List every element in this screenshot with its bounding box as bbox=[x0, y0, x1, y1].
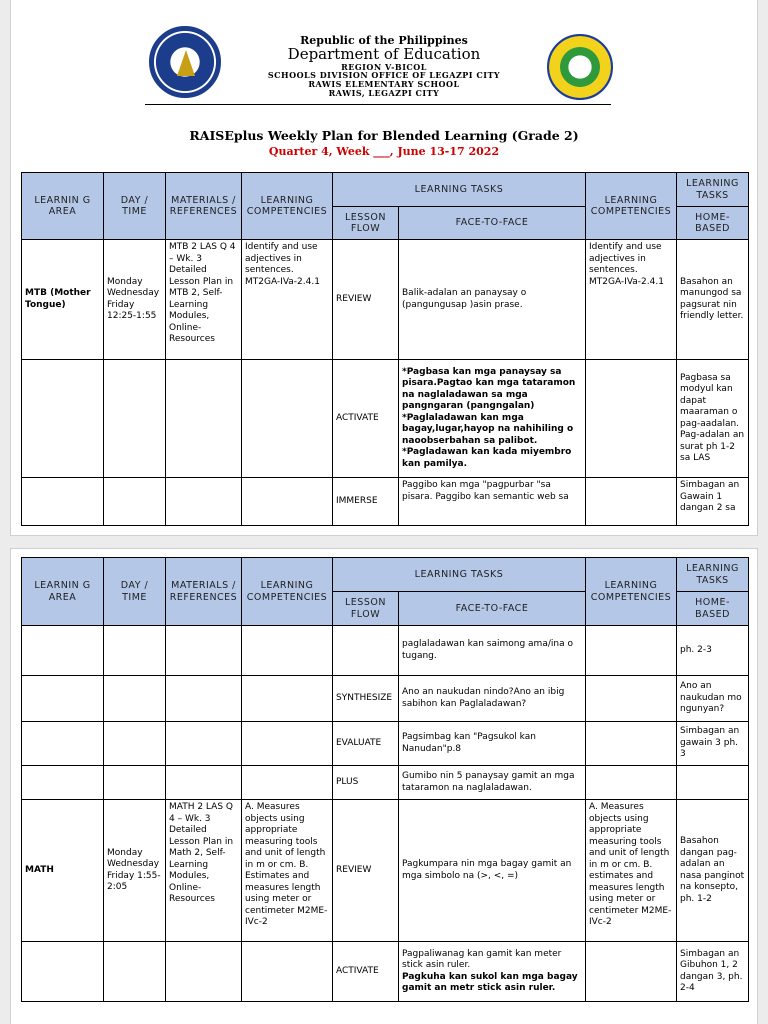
home-based-cell: Basahon dangan pag-adalan an nasa panginot na konsepto, ph. 1-2 bbox=[677, 800, 749, 942]
table-row bbox=[22, 800, 749, 942]
day-time-cell bbox=[104, 722, 166, 766]
day-time-cell: Monday Wednesday Friday 12:25-1:55 bbox=[104, 240, 166, 360]
header-materials: MATERIALS / REFERENCES bbox=[166, 558, 242, 626]
republic-text: Republic of the Philippines bbox=[300, 34, 468, 47]
lesson-flow-cell bbox=[333, 626, 399, 676]
materials-cell bbox=[166, 478, 242, 526]
table-row bbox=[22, 360, 749, 478]
learning-area-cell bbox=[22, 626, 104, 676]
header-competencies: LEARNING COMPETENCIES bbox=[242, 173, 333, 240]
lesson-flow-cell: EVALUATE bbox=[333, 722, 399, 766]
materials-cell bbox=[166, 360, 242, 478]
header-learning-tasks: LEARNING TASKS bbox=[333, 558, 586, 592]
face-to-face-cell: *Pagbasa kan mga panaysay sa pisara.Pagtao kan mga tataramon na naglaladawan sa mga pangngaran (pangngalan) *Paglaladawan kan mga bagay,lugar,hayop na nahihiling o naoobserbahan sa palibot. *Pagladawan kan kada miyembro kan pamilya. bbox=[399, 360, 586, 478]
document-page-2 bbox=[10, 548, 758, 1024]
home-based-cell: Simbagan an Gibuhon 1, 2 dangan 3, ph. 2-4 bbox=[677, 942, 749, 1002]
day-time-cell bbox=[104, 626, 166, 676]
plan-title: RAISEplus Weekly Plan for Blended Learning (Grade 2) bbox=[189, 128, 579, 143]
header-learning-area: LEARNIN G AREA bbox=[22, 173, 104, 240]
materials-cell bbox=[166, 722, 242, 766]
header-learning-area: LEARNIN G AREA bbox=[22, 558, 104, 626]
lesson-flow-cell: PLUS bbox=[333, 766, 399, 800]
weekly-plan-table-1 bbox=[21, 172, 749, 526]
table-row bbox=[22, 766, 749, 800]
face-to-face-cell: Gumibo nin 5 panaysay gamit an mga tataramon na naglaladawan. bbox=[399, 766, 586, 800]
lesson-flow-cell: REVIEW bbox=[333, 800, 399, 942]
home-based-cell: Basahon an manungod sa pagsurat nin friendly letter. bbox=[677, 240, 749, 360]
region-text: REGION V-BICOL bbox=[341, 62, 427, 72]
competency-cell bbox=[242, 722, 333, 766]
header-home-based: HOME-BASED bbox=[677, 592, 749, 626]
header-home-based: HOME-BASED bbox=[677, 207, 749, 240]
materials-cell: MATH 2 LAS Q 4 – Wk. 3 Detailed Lesson Plan in Math 2, Self-Learning Modules, Online-Resources bbox=[166, 800, 242, 942]
competency-cell bbox=[242, 360, 333, 478]
day-time-cell bbox=[104, 676, 166, 722]
day-time-cell bbox=[104, 766, 166, 800]
header-divider bbox=[145, 104, 611, 105]
face-to-face-text: Pagpaliwanag kan gamit kan meter stick asin ruler. bbox=[402, 948, 562, 970]
day-time-cell bbox=[104, 942, 166, 1002]
lesson-flow-cell: SYNTHESIZE bbox=[333, 676, 399, 722]
competency-cell bbox=[242, 478, 333, 526]
learning-area-cell bbox=[22, 722, 104, 766]
lesson-flow-cell: IMMERSE bbox=[333, 478, 399, 526]
table-row bbox=[22, 626, 749, 676]
lesson-flow-cell: ACTIVATE bbox=[333, 942, 399, 1002]
header-competencies-2: LEARNING COMPETENCIES bbox=[586, 173, 677, 240]
home-based-cell: ph. 2-3 bbox=[677, 626, 749, 676]
document-page-1 bbox=[10, 0, 758, 536]
competency-cell: A. Measures objects using appropriate measuring tools and unit of length in m or cm. B. Estimates and measures length using meter or centimeter M2ME-IVc-2 bbox=[242, 800, 333, 942]
quarter-text: Quarter 4, Week ___, June 13-17 2022 bbox=[268, 145, 500, 158]
competency-2-cell bbox=[586, 766, 677, 800]
face-to-face-cell: Pagsimbag kan "Pagsukol kan Nanudan"p.8 bbox=[399, 722, 586, 766]
home-based-cell: Pagbasa sa modyul kan dapat maaraman o pag-aadalan. Pag-adalan an surat ph 1-2 sa LAS bbox=[677, 360, 749, 478]
lesson-flow-cell: REVIEW bbox=[333, 240, 399, 360]
competency-2-cell bbox=[586, 478, 677, 526]
header-competencies-2: LEARNING COMPETENCIES bbox=[586, 558, 677, 626]
learning-area-cell bbox=[22, 942, 104, 1002]
header-materials: MATERIALS / REFERENCES bbox=[166, 173, 242, 240]
competency-2-cell bbox=[586, 722, 677, 766]
table-row bbox=[22, 942, 749, 1002]
day-time-cell bbox=[104, 478, 166, 526]
table-row bbox=[22, 478, 749, 526]
competency-cell bbox=[242, 676, 333, 722]
face-to-face-cell: Paggibo kan mga "pagpurbar "sa pisara. Paggibo kan semantic web sa bbox=[399, 478, 586, 526]
header-lesson-flow: LESSON FLOW bbox=[333, 592, 399, 626]
school-text: RAWIS ELEMENTARY SCHOOL bbox=[308, 79, 460, 89]
table-row bbox=[22, 676, 749, 722]
competency-cell bbox=[242, 766, 333, 800]
header-learning-tasks: LEARNING TASKS bbox=[333, 173, 586, 207]
home-based-cell: Simbagan an Gawain 1 dangan 2 sa bbox=[677, 478, 749, 526]
competency-2-cell: A. Measures objects using appropriate measuring tools and unit of length in m or cm. B. estimates and measures length using meter or centimeter M2ME-IVc-2 bbox=[586, 800, 677, 942]
day-time-cell: Monday Wednesday Friday 1:55-2:05 bbox=[104, 800, 166, 942]
competency-cell: Identify and use adjectives in sentences. MT2GA-IVa-2.4.1 bbox=[242, 240, 333, 360]
header-lesson-flow: LESSON FLOW bbox=[333, 207, 399, 240]
address-text: RAWIS, LEGAZPI CITY bbox=[328, 88, 440, 98]
lesson-flow-cell: ACTIVATE bbox=[333, 360, 399, 478]
home-based-cell: Ano an naukudan mo ngunyan? bbox=[677, 676, 749, 722]
competency-2-cell bbox=[586, 626, 677, 676]
learning-area-cell bbox=[22, 360, 104, 478]
competency-cell bbox=[242, 626, 333, 676]
competency-cell bbox=[242, 942, 333, 1002]
face-to-face-bold-text: Pagkuha kan sukol kan mga bagay gamit an metr stick asin ruler. bbox=[402, 971, 578, 993]
division-text: SCHOOLS DIVISION OFFICE OF LEGAZPI CITY bbox=[267, 70, 501, 80]
competency-2-cell bbox=[586, 360, 677, 478]
competency-2-cell: Identify and use adjectives in sentences. MT2GA-IVa-2.4.1 bbox=[586, 240, 677, 360]
header-face-to-face: FACE-TO-FACE bbox=[399, 592, 586, 626]
materials-cell bbox=[166, 942, 242, 1002]
competency-2-cell bbox=[586, 676, 677, 722]
weekly-plan-table-2 bbox=[21, 557, 749, 1002]
department-text: Department of Education bbox=[287, 45, 481, 63]
face-to-face-cell: Ano an naukudan nindo?Ano an ibig sabihon kan Paglaladawan? bbox=[399, 676, 586, 722]
header-face-to-face: FACE-TO-FACE bbox=[399, 207, 586, 240]
materials-cell bbox=[166, 766, 242, 800]
materials-cell bbox=[166, 626, 242, 676]
learning-area-cell: MTB (Mother Tongue) bbox=[22, 240, 104, 360]
learning-area-cell bbox=[22, 676, 104, 722]
table-row bbox=[22, 722, 749, 766]
table-row bbox=[22, 240, 749, 360]
face-to-face-cell: Balik-adalan an panaysay o (pangungusap )asin prase. bbox=[399, 240, 586, 360]
header-learning-tasks-2: LEARNING TASKS bbox=[677, 558, 749, 592]
face-to-face-cell: Pagkumpara nin mga bagay gamit an mga simbolo na (>, <, =) bbox=[399, 800, 586, 942]
face-to-face-cell bbox=[399, 942, 586, 1002]
header-competencies: LEARNING COMPETENCIES bbox=[242, 558, 333, 626]
learning-area-cell bbox=[22, 478, 104, 526]
home-based-cell: Simbagan an gawain 3 ph. 3 bbox=[677, 722, 749, 766]
header-day-time: DAY / TIME bbox=[104, 173, 166, 240]
materials-cell: MTB 2 LAS Q 4 – Wk. 3 Detailed Lesson Plan in MTB 2, Self-Learning Modules, Online-Resources bbox=[166, 240, 242, 360]
header-day-time: DAY / TIME bbox=[104, 558, 166, 626]
face-to-face-cell: paglaladawan kan saimong ama/ina o tugang. bbox=[399, 626, 586, 676]
day-time-cell bbox=[104, 360, 166, 478]
home-based-cell bbox=[677, 766, 749, 800]
competency-2-cell bbox=[586, 942, 677, 1002]
learning-area-cell: MATH bbox=[22, 800, 104, 942]
letterhead bbox=[11, 0, 757, 168]
materials-cell bbox=[166, 676, 242, 722]
learning-area-cell bbox=[22, 766, 104, 800]
header-learning-tasks-2: LEARNING TASKS bbox=[677, 173, 749, 207]
